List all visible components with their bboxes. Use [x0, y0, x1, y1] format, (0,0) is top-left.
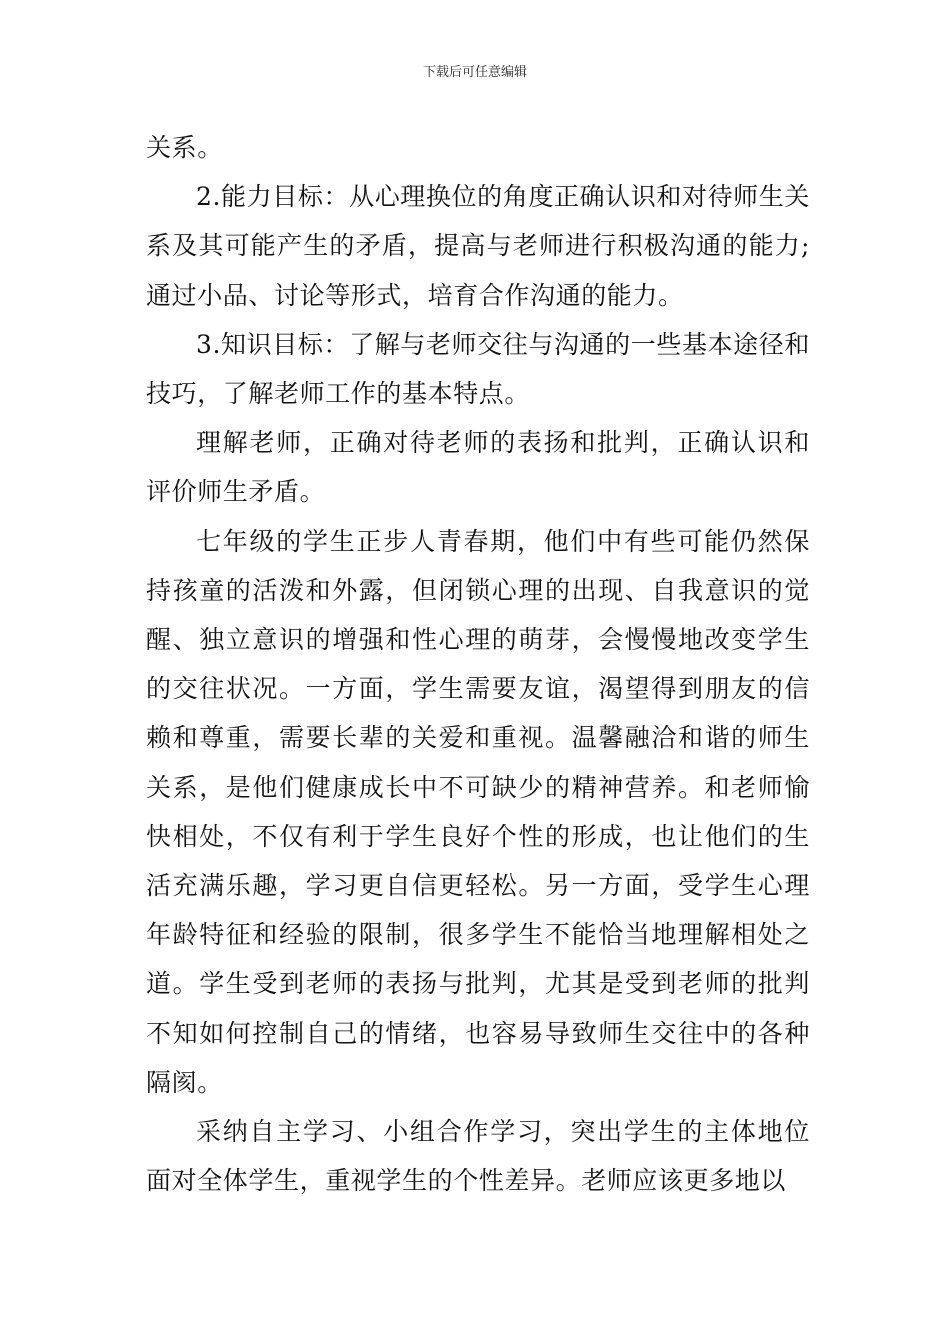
paragraph-knowledge-goal: 3.知识目标：了解与老师交往与沟通的一些基本途径和技巧，了解老师工作的基本特点。	[146, 329, 810, 409]
paragraph-key-points: 理解老师，正确对待老师的表扬和批判，正确认识和评价师生矛盾。	[146, 428, 810, 507]
page-header: 下载后可任意编辑	[422, 65, 527, 80]
paragraph-student-analysis: 七年级的学生正步人青春期，他们中有些可能仍然保持孩童的活泼和外露，但闭锁心理的出现、自我意识的觉醒、独立意识的增强和性心理的萌芽，会慢慢地改变学生的交往状况。一方面，学生需要友谊，渴望得到朋友的信赖和尊重，需要长辈的关爱和重视。温馨融洽和谐的师生关系，是他们健康成长中不可缺少的精神营养。和老师愉快相处，不仅有利于学生良好个性的形成，也让他们的生活充满乐趣，学习更自信更轻松。另一方面，受学生心理年龄特征和经验的限制，很多学生不能恰当地理解相处之道。学生受到老师的表扬与批判，尤其是受到老师的批判不知如何控制自己的情绪，也容易导致师生交往中的各种隔阂。	[146, 526, 810, 1097]
paragraph-continuation: 关系。	[146, 133, 223, 162]
paragraph-teaching-method: 采纳自主学习、小组合作学习，突出学生的主体地位面对全体学生，重视学生的个性差异。老师应该更多地以	[146, 1117, 810, 1196]
paragraph-ability-goal: 2.能力目标：从心理换位的角度正确认识和对待师生关系及其可能产生的矛盾，提高与老师进行积极沟通的能力;通过小品、讨论等形式，培育合作沟通的能力。	[146, 182, 810, 310]
document-body	[146, 123, 810, 1205]
